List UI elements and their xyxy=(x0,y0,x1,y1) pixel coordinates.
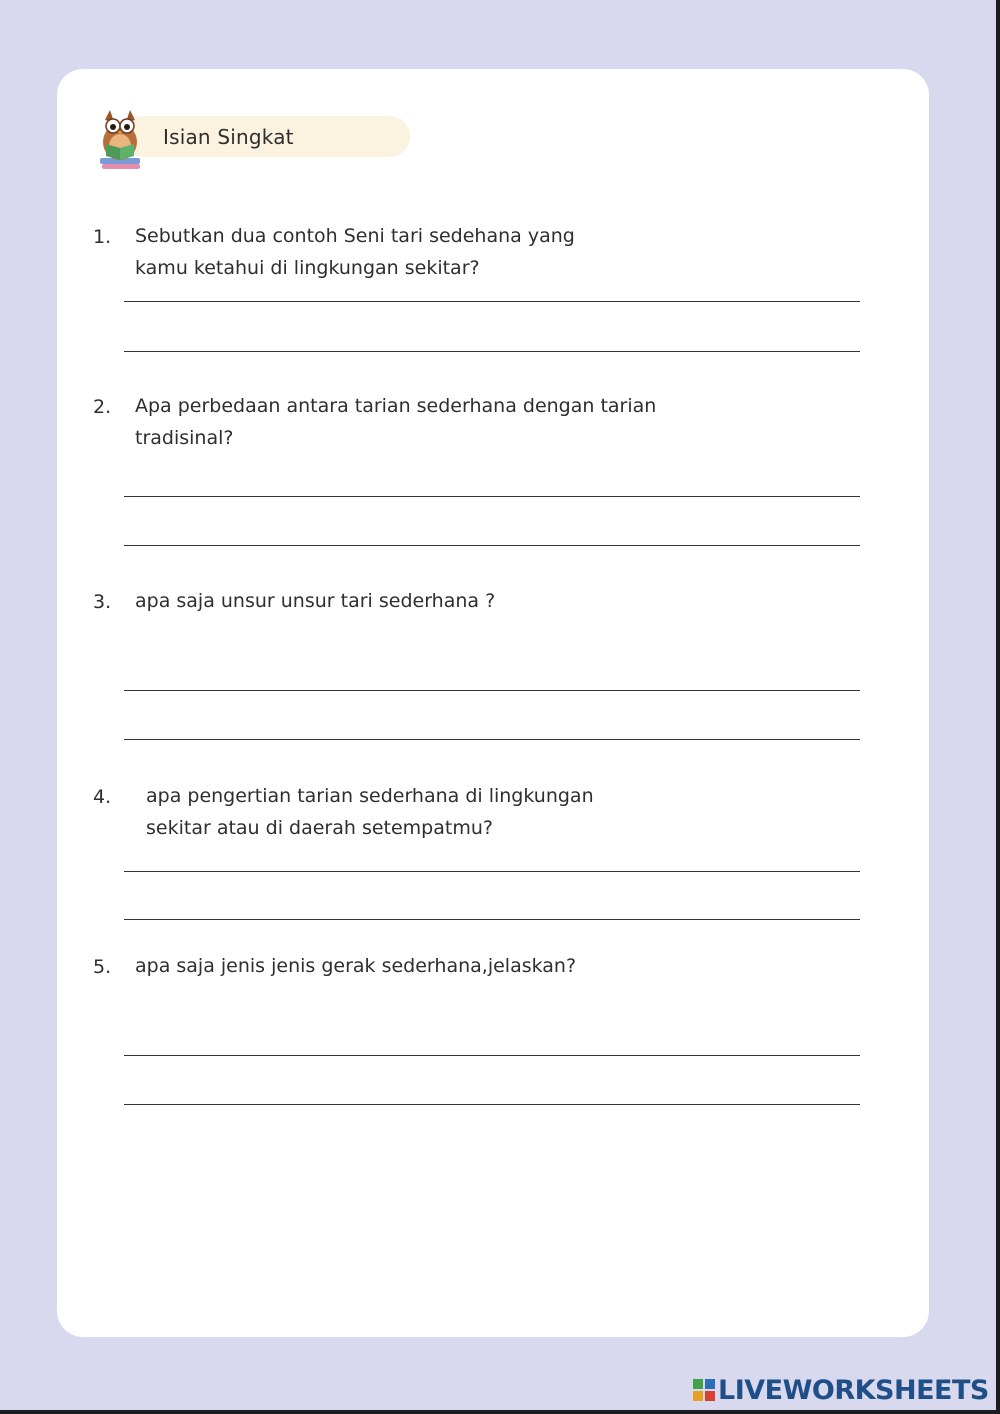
question-text: apa saja jenis jenis gerak sederhana,jelaskan? xyxy=(135,955,577,977)
answer-line[interactable] xyxy=(124,351,860,352)
question-text: Sebutkan dua contoh Seni tari sedehana yang xyxy=(135,225,575,247)
question-number: 1. xyxy=(93,226,112,248)
question-number: 2. xyxy=(93,396,112,418)
answer-line[interactable] xyxy=(124,739,860,740)
section-title: Isian Singkat xyxy=(163,125,294,149)
answer-line[interactable] xyxy=(124,919,860,920)
watermark-text: LIVEWORKSHEETS xyxy=(718,1374,989,1406)
answer-line[interactable] xyxy=(124,690,860,691)
section-header xyxy=(96,106,416,172)
answer-line[interactable] xyxy=(124,1055,860,1056)
liveworksheets-logo-icon xyxy=(693,1379,715,1401)
answer-line[interactable] xyxy=(124,545,860,546)
question-text: sekitar atau di daerah setempatmu? xyxy=(146,817,493,839)
question-text: Apa perbedaan antara tarian sederhana dengan tarian xyxy=(135,395,657,417)
page-edge-right xyxy=(996,0,1000,1414)
question-text: tradisinal? xyxy=(135,427,234,449)
question-number: 5. xyxy=(93,956,112,978)
owl-reading-book-icon xyxy=(96,106,152,172)
question-text: kamu ketahui di lingkungan sekitar? xyxy=(135,257,480,279)
answer-line[interactable] xyxy=(124,871,860,872)
question-text: apa saja unsur unsur tari sederhana ? xyxy=(135,590,496,612)
liveworksheets-watermark[interactable] xyxy=(693,1373,989,1407)
answer-line[interactable] xyxy=(124,1104,860,1105)
question-text: apa pengertian tarian sederhana di lingkungan xyxy=(146,785,594,807)
question-number: 3. xyxy=(93,591,112,613)
answer-line[interactable] xyxy=(124,496,860,497)
question-number: 4. xyxy=(93,786,112,808)
page-edge-bottom xyxy=(0,1410,1000,1414)
answer-line[interactable] xyxy=(124,301,860,302)
